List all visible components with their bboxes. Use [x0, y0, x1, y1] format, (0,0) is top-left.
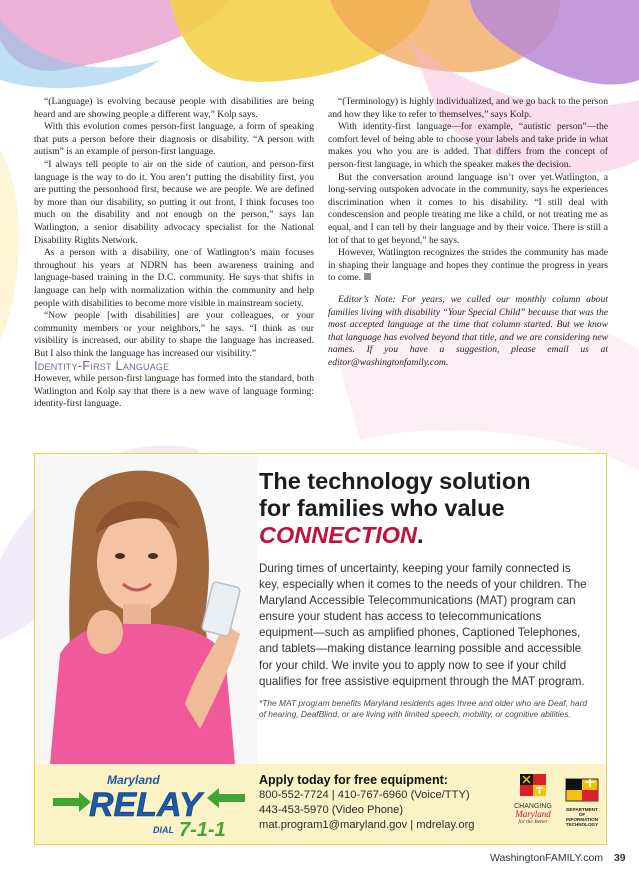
final-paragraph-text: However, Watlington recognizes the strides the community has made in shaping their language and hopes they continue the progress in years to come. — [328, 247, 608, 284]
doit-logo-line1: DEPARTMENT OF — [566, 807, 598, 817]
paragraph: But the conversation around language isn’t over yet.Watlington, a long-serving outspoken advocate in the community, says he experiences discrimination when it comes to his disability. “I still deal with condescension and people treating me like a child, or not treating me as equal, and I can tell by their language and by their voice. There is still a lot of that to get beyond,” he says. — [328, 171, 608, 246]
doit-logo — [563, 778, 601, 828]
paragraph: “(Language) is evolving because people with disabilities are being heard and are showing people a different way,” Kolp says. — [34, 96, 314, 120]
changing-maryland-logo — [507, 774, 559, 834]
ad-headline — [259, 468, 593, 549]
article-right-column — [328, 96, 608, 369]
maryland-shield-icon — [565, 778, 599, 802]
maryland-flag-icon — [520, 774, 546, 796]
doit-logo-line3: TECHNOLOGY — [565, 822, 599, 827]
ad-contact-band — [35, 764, 605, 844]
footer-site: WashingtonFAMILY.com — [490, 852, 604, 864]
relay-logo-dial: DIAL — [153, 825, 174, 835]
contact-phone-line: 800-552-7724 | 410-767-6960 (Voice/TTY) — [259, 789, 470, 801]
paragraph: “I always tell people to air on the side of caution, and person-first language is the way to do it. You aren’t putting the disability first, you are putting the personhood first, because we are people. We are defined by more than our disability, so putting it out front, I think focuses too much on the disability and not enough on the person,” says Ian Watlington, a senior disability advocacy specialist for the National Disability Rights Network. — [34, 158, 314, 246]
end-mark-icon — [364, 273, 371, 280]
ad-contact-info — [259, 772, 475, 833]
page-number: 39 — [613, 852, 626, 864]
contact-video-phone-line: 443-453-5970 (Video Phone) — [259, 804, 404, 816]
final-paragraph — [328, 247, 608, 285]
ad-headline-accent: CONNECTION — [259, 522, 417, 548]
changing-logo-line1: CHANGING — [514, 803, 552, 810]
ad-headline-line: for families who value — [259, 495, 505, 521]
section-subheading: Identity-First Language — [34, 358, 170, 374]
changing-logo-line3: for the Better — [518, 819, 548, 825]
paragraph: With identity-first language—for example, “autistic person”—the comfort level of being able to choose your labels and take pride in what makes you who you are is added. That differs from the concept of person-first language, in which the speaker makes the decision. — [328, 121, 608, 170]
ad-headline-period: . — [416, 522, 424, 548]
ad-headline-line: The technology solution — [259, 468, 531, 494]
changing-logo-line2: Maryland — [515, 809, 551, 819]
relay-logo-number: 7-1-1 — [179, 819, 226, 838]
paragraph: “(Terminology) is highly individualized, and we go back to the person and how they like to refer to themselves,” says Kolp. — [328, 96, 608, 120]
ad-text-block — [259, 468, 593, 720]
relay-logo-top: Maryland — [107, 773, 160, 787]
mat-advertisement — [34, 453, 607, 845]
contact-heading: Apply today for free equipment: — [259, 773, 448, 787]
ad-body-text: During times of uncertainty, keeping your family connected is key, especially when it comes to the needs of your children. The Maryland Accessible Telecommunications (MAT) program can ensure your student has access to telecommunications equipment—such as amplified phones, Captioned Telephones, and tablets—making distance learning possible and accessible for your child. We invite you to apply now to see if your child qualifies for free assistive equipment through the MAT program. — [259, 562, 587, 688]
paragraph: With this evolution comes person-first language, a form of speaking that puts a person before their diagnosis or disability. “A person with autism” is an example of person-first language. — [34, 121, 314, 158]
girl-with-phone-photo — [35, 454, 257, 764]
relay-logo-main: RELAY — [89, 786, 202, 824]
doit-logo-line2: INFORMATION — [565, 817, 599, 822]
paragraph: However, while person-first language has formed into the standard, both Watlington and Kolp say that there is a new wave of language forming: identity-first language. — [34, 373, 314, 410]
paragraph: As a person with a disability, one of Watlington’s main focuses throughout his years at NDRN has been awareness training and language-based training in the D.C. community. He says that shifts in language can help with normalization within the community and help people with disabilities to become more visible in mainstream society. — [34, 247, 314, 309]
editors-note: Editor’s Note: For years, we called our monthly column about families living with disability “Your Special Child” because that was the most accepted language at the time that column started. But we know that language has evolved beyond that title, and we are considering new names. If you have a suggestion, please email us at editor@washingtonfamily.com. — [328, 293, 608, 368]
ad-footnote: *The MAT program benefits Maryland residents ages three and older who are Deaf, hard of hearing, DeafBlind, or are living with limited speech, mobility, or cognitive abilities. — [259, 697, 588, 719]
paragraph: “Now people [with disabilities] are your colleagues, or your community members or your neighbors,” he says. “I think as our visibility is increased, our ability to shape the language has increased. But I also think the language has increased our visibility.” — [34, 310, 314, 359]
maryland-relay-logo — [45, 770, 255, 838]
article-left-column — [34, 96, 314, 411]
ad-headline-line — [259, 522, 593, 549]
page-footer — [490, 852, 626, 864]
contact-email-line: mat.program1@maryland.gov | mdrelay.org — [259, 819, 475, 831]
